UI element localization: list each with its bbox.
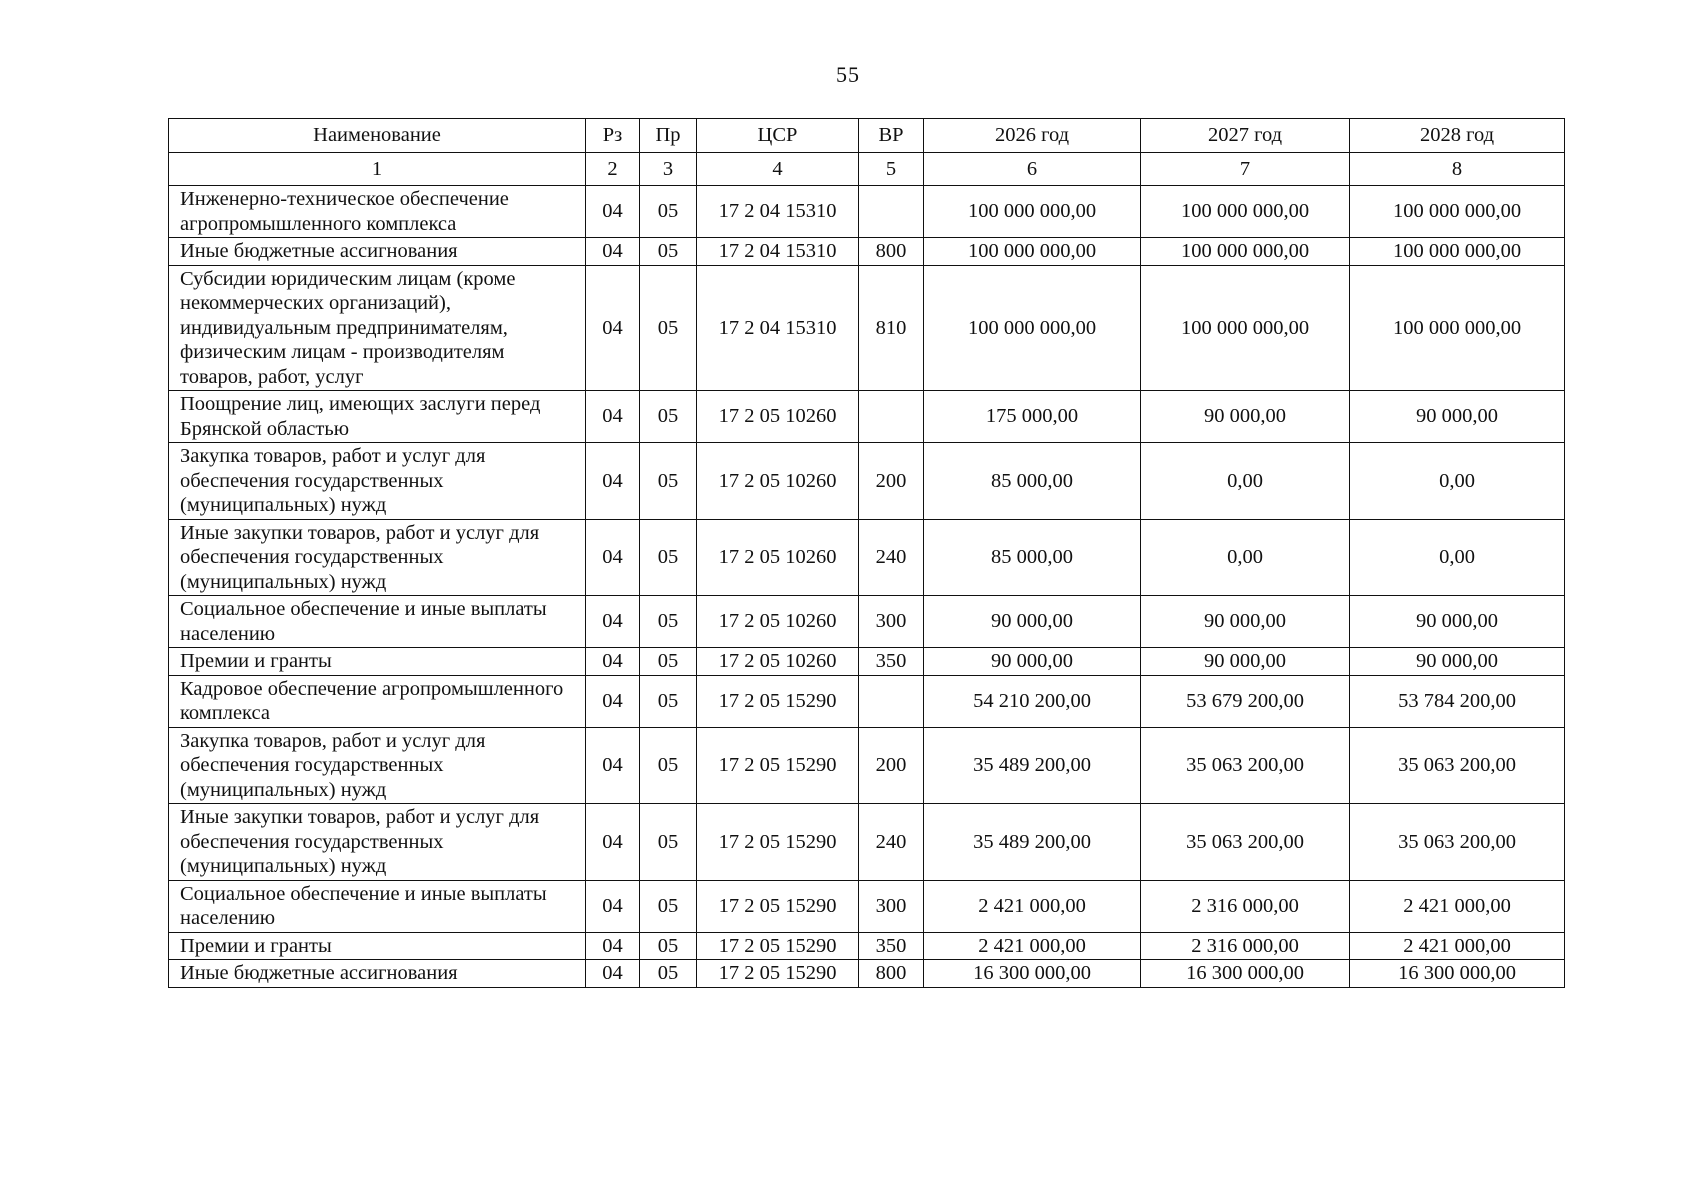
table-body xyxy=(169,186,1565,988)
column-number: 7 xyxy=(1141,153,1350,186)
cell-2026: 100 000 000,00 xyxy=(924,238,1141,266)
cell-pr: 05 xyxy=(640,932,697,960)
cell-2027: 90 000,00 xyxy=(1141,391,1350,443)
column-number: 8 xyxy=(1350,153,1565,186)
cell-2026: 2 421 000,00 xyxy=(924,880,1141,932)
cell-csr: 17 2 04 15310 xyxy=(697,238,859,266)
cell-name: Социальное обеспечение и иные выплаты населению xyxy=(169,596,586,648)
cell-rz: 04 xyxy=(586,804,640,881)
header-name: Наименование xyxy=(169,119,586,153)
column-number: 3 xyxy=(640,153,697,186)
cell-pr: 05 xyxy=(640,443,697,520)
cell-vr xyxy=(859,186,924,238)
cell-2028: 100 000 000,00 xyxy=(1350,186,1565,238)
cell-csr: 17 2 04 15310 xyxy=(697,265,859,391)
table-row xyxy=(169,648,1565,676)
cell-2027: 53 679 200,00 xyxy=(1141,675,1350,727)
column-number: 4 xyxy=(697,153,859,186)
cell-2028: 100 000 000,00 xyxy=(1350,238,1565,266)
cell-pr: 05 xyxy=(640,238,697,266)
column-number: 1 xyxy=(169,153,586,186)
table-row xyxy=(169,880,1565,932)
cell-name: Иные закупки товаров, работ и услуг для обеспечения государственных (муниципальных) нужд xyxy=(169,519,586,596)
table-row xyxy=(169,932,1565,960)
cell-vr: 800 xyxy=(859,238,924,266)
cell-name: Премии и гранты xyxy=(169,648,586,676)
cell-rz: 04 xyxy=(586,596,640,648)
budget-table xyxy=(168,118,1565,988)
cell-vr xyxy=(859,675,924,727)
table-row xyxy=(169,443,1565,520)
cell-rz: 04 xyxy=(586,265,640,391)
table-row xyxy=(169,265,1565,391)
table-row xyxy=(169,727,1565,804)
cell-csr: 17 2 05 15290 xyxy=(697,804,859,881)
cell-2028: 90 000,00 xyxy=(1350,596,1565,648)
cell-vr: 200 xyxy=(859,443,924,520)
column-number-row xyxy=(169,153,1565,186)
cell-pr: 05 xyxy=(640,186,697,238)
header-pr: Пр xyxy=(640,119,697,153)
cell-name: Субсидии юридическим лицам (кроме некоммерческих организаций), индивидуальным предпринимателям, физическим лицам - производителям товаров, работ, услуг xyxy=(169,265,586,391)
cell-pr: 05 xyxy=(640,648,697,676)
cell-2027: 2 316 000,00 xyxy=(1141,880,1350,932)
cell-2027: 100 000 000,00 xyxy=(1141,265,1350,391)
cell-vr: 350 xyxy=(859,932,924,960)
cell-2028: 90 000,00 xyxy=(1350,391,1565,443)
cell-vr: 810 xyxy=(859,265,924,391)
cell-pr: 05 xyxy=(640,265,697,391)
cell-2028: 0,00 xyxy=(1350,443,1565,520)
header-2028: 2028 год xyxy=(1350,119,1565,153)
cell-name: Поощрение лиц, имеющих заслуги перед Брянской областью xyxy=(169,391,586,443)
cell-2028: 90 000,00 xyxy=(1350,648,1565,676)
table-row xyxy=(169,596,1565,648)
header-2027: 2027 год xyxy=(1141,119,1350,153)
column-number: 2 xyxy=(586,153,640,186)
cell-vr: 350 xyxy=(859,648,924,676)
header-row xyxy=(169,119,1565,153)
cell-csr: 17 2 05 15290 xyxy=(697,675,859,727)
cell-2027: 0,00 xyxy=(1141,443,1350,520)
cell-rz: 04 xyxy=(586,391,640,443)
cell-name: Иные закупки товаров, работ и услуг для обеспечения государственных (муниципальных) нужд xyxy=(169,804,586,881)
cell-name: Иные бюджетные ассигнования xyxy=(169,238,586,266)
cell-vr: 240 xyxy=(859,519,924,596)
cell-2027: 16 300 000,00 xyxy=(1141,960,1350,988)
cell-name: Кадровое обеспечение агропромышленного комплекса xyxy=(169,675,586,727)
cell-2026: 16 300 000,00 xyxy=(924,960,1141,988)
cell-csr: 17 2 05 15290 xyxy=(697,880,859,932)
cell-name: Закупка товаров, работ и услуг для обеспечения государственных (муниципальных) нужд xyxy=(169,443,586,520)
cell-2026: 175 000,00 xyxy=(924,391,1141,443)
page-number: 55 xyxy=(836,62,860,87)
cell-2026: 85 000,00 xyxy=(924,443,1141,520)
cell-rz: 04 xyxy=(586,443,640,520)
table-row xyxy=(169,186,1565,238)
table-row xyxy=(169,519,1565,596)
cell-rz: 04 xyxy=(586,727,640,804)
cell-csr: 17 2 05 15290 xyxy=(697,932,859,960)
cell-pr: 05 xyxy=(640,391,697,443)
cell-2027: 0,00 xyxy=(1141,519,1350,596)
cell-2026: 85 000,00 xyxy=(924,519,1141,596)
cell-name: Инженерно-техническое обеспечение агропромышленного комплекса xyxy=(169,186,586,238)
cell-pr: 05 xyxy=(640,727,697,804)
table-row xyxy=(169,960,1565,988)
cell-2026: 35 489 200,00 xyxy=(924,727,1141,804)
cell-csr: 17 2 05 10260 xyxy=(697,596,859,648)
column-number: 6 xyxy=(924,153,1141,186)
cell-rz: 04 xyxy=(586,519,640,596)
table-row xyxy=(169,238,1565,266)
cell-pr: 05 xyxy=(640,880,697,932)
cell-2026: 2 421 000,00 xyxy=(924,932,1141,960)
cell-2027: 2 316 000,00 xyxy=(1141,932,1350,960)
cell-name: Закупка товаров, работ и услуг для обеспечения государственных (муниципальных) нужд xyxy=(169,727,586,804)
cell-2027: 90 000,00 xyxy=(1141,596,1350,648)
cell-pr: 05 xyxy=(640,675,697,727)
header-csr: ЦСР xyxy=(697,119,859,153)
cell-vr: 800 xyxy=(859,960,924,988)
cell-2027: 35 063 200,00 xyxy=(1141,727,1350,804)
cell-rz: 04 xyxy=(586,238,640,266)
cell-rz: 04 xyxy=(586,675,640,727)
cell-2028: 16 300 000,00 xyxy=(1350,960,1565,988)
cell-2028: 35 063 200,00 xyxy=(1350,727,1565,804)
cell-csr: 17 2 05 15290 xyxy=(697,960,859,988)
table-row xyxy=(169,804,1565,881)
cell-2028: 2 421 000,00 xyxy=(1350,880,1565,932)
cell-2026: 90 000,00 xyxy=(924,648,1141,676)
cell-csr: 17 2 05 15290 xyxy=(697,727,859,804)
header-vr: ВР xyxy=(859,119,924,153)
cell-pr: 05 xyxy=(640,960,697,988)
cell-vr: 300 xyxy=(859,880,924,932)
cell-csr: 17 2 05 10260 xyxy=(697,391,859,443)
cell-name: Премии и гранты xyxy=(169,932,586,960)
cell-rz: 04 xyxy=(586,960,640,988)
cell-rz: 04 xyxy=(586,932,640,960)
cell-2028: 53 784 200,00 xyxy=(1350,675,1565,727)
table-row xyxy=(169,391,1565,443)
cell-vr xyxy=(859,391,924,443)
column-number: 5 xyxy=(859,153,924,186)
cell-2028: 35 063 200,00 xyxy=(1350,804,1565,881)
table-row xyxy=(169,675,1565,727)
cell-rz: 04 xyxy=(586,880,640,932)
cell-rz: 04 xyxy=(586,186,640,238)
cell-rz: 04 xyxy=(586,648,640,676)
cell-vr: 240 xyxy=(859,804,924,881)
cell-2027: 35 063 200,00 xyxy=(1141,804,1350,881)
cell-2026: 54 210 200,00 xyxy=(924,675,1141,727)
cell-csr: 17 2 04 15310 xyxy=(697,186,859,238)
cell-2028: 100 000 000,00 xyxy=(1350,265,1565,391)
cell-csr: 17 2 05 10260 xyxy=(697,443,859,520)
cell-csr: 17 2 05 10260 xyxy=(697,648,859,676)
cell-2026: 90 000,00 xyxy=(924,596,1141,648)
cell-2027: 100 000 000,00 xyxy=(1141,238,1350,266)
cell-2027: 100 000 000,00 xyxy=(1141,186,1350,238)
cell-2027: 90 000,00 xyxy=(1141,648,1350,676)
cell-vr: 200 xyxy=(859,727,924,804)
cell-2028: 2 421 000,00 xyxy=(1350,932,1565,960)
cell-2028: 0,00 xyxy=(1350,519,1565,596)
header-2026: 2026 год xyxy=(924,119,1141,153)
cell-2026: 100 000 000,00 xyxy=(924,186,1141,238)
cell-csr: 17 2 05 10260 xyxy=(697,519,859,596)
cell-pr: 05 xyxy=(640,804,697,881)
cell-pr: 05 xyxy=(640,519,697,596)
header-rz: Рз xyxy=(586,119,640,153)
cell-pr: 05 xyxy=(640,596,697,648)
cell-2026: 35 489 200,00 xyxy=(924,804,1141,881)
cell-name: Социальное обеспечение и иные выплаты населению xyxy=(169,880,586,932)
cell-2026: 100 000 000,00 xyxy=(924,265,1141,391)
cell-name: Иные бюджетные ассигнования xyxy=(169,960,586,988)
cell-vr: 300 xyxy=(859,596,924,648)
